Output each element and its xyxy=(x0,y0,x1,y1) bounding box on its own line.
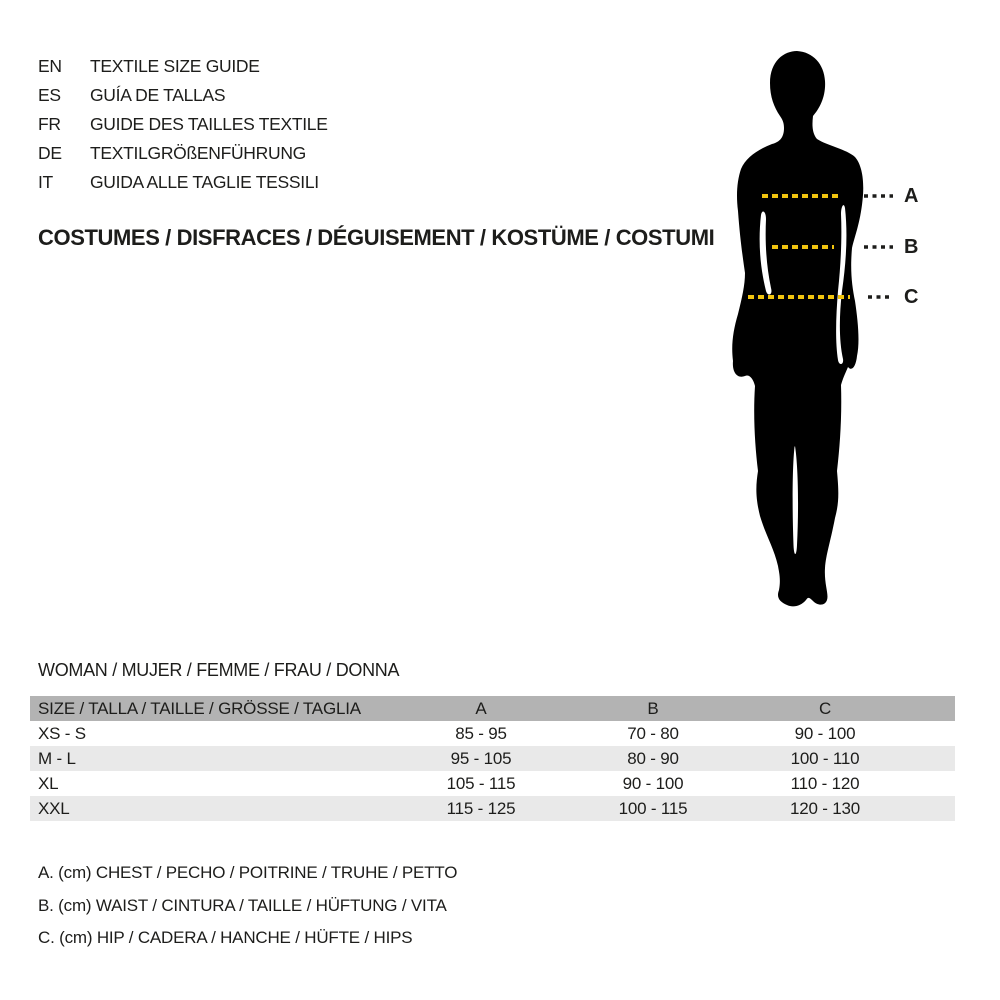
row-spacer-cell xyxy=(911,771,955,796)
hip-range-cell: 90 - 100 xyxy=(794,723,856,743)
language-title: GUIDE DES TAILLES TEXTILE xyxy=(90,114,328,134)
measure-label-hip: C xyxy=(904,286,919,308)
chest-range-cell: 115 - 125 xyxy=(395,796,567,821)
language-title: TEXTILE SIZE GUIDE xyxy=(90,56,260,76)
hip-range-cell: 110 - 120 xyxy=(790,773,860,793)
chest-range-cell: 95 - 105 xyxy=(395,746,567,771)
size-cell: XS - S xyxy=(38,723,86,743)
measure-label-chest: A xyxy=(904,185,919,207)
measurement-figure xyxy=(700,45,935,625)
language-row-en xyxy=(38,52,328,81)
language-row-fr xyxy=(38,110,328,139)
language-title-list xyxy=(38,52,328,197)
language-title: GUÍA DE TALLAS xyxy=(90,85,226,105)
language-title: TEXTILGRÖßENFÜHRUNG xyxy=(90,143,306,163)
waist-range-cell: 70 - 80 xyxy=(627,723,679,743)
size-table xyxy=(30,696,955,821)
hip-range-cell: 120 - 130 xyxy=(739,796,911,821)
chest-range-cell: 105 - 115 xyxy=(446,773,516,793)
note-chest: A. (cm) CHEST / PECHO / POITRINE / TRUHE / PETTO xyxy=(38,863,458,882)
table-row-xs-s xyxy=(30,721,955,746)
column-header-a: A xyxy=(395,696,567,721)
language-code: DE xyxy=(38,143,62,163)
language-code: EN xyxy=(38,56,62,76)
row-spacer-cell xyxy=(911,721,955,746)
size-table-header-label: SIZE / TALLA / TAILLE / GRÖSSE / TAGLIA xyxy=(30,696,395,721)
column-header-c: C xyxy=(739,696,911,721)
chest-range-cell: 85 - 95 xyxy=(455,723,507,743)
size-cell: XXL xyxy=(30,796,395,821)
waist-range-cell: 100 - 115 xyxy=(567,796,739,821)
table-row-xxl xyxy=(30,796,955,821)
header-spacer-cell xyxy=(911,696,955,721)
measure-label-waist: B xyxy=(904,236,919,258)
row-spacer-cell xyxy=(911,746,955,771)
language-row-es xyxy=(38,81,328,110)
column-header-b: B xyxy=(567,696,739,721)
note-hip: C. (cm) HIP / CADERA / HANCHE / HÜFTE / HIPS xyxy=(38,928,413,947)
language-row-it xyxy=(38,168,328,197)
language-row-de xyxy=(38,139,328,168)
hip-range-cell: 100 - 110 xyxy=(739,746,911,771)
size-cell: M - L xyxy=(30,746,395,771)
table-row-xl xyxy=(30,771,955,796)
category-title: COSTUMES / DISFRACES / DÉGUISEMENT / KOSTÜME / COSTUMI xyxy=(38,225,715,250)
size-cell: XL xyxy=(38,773,59,793)
waist-range-cell: 90 - 100 xyxy=(622,773,684,793)
waist-range-cell: 80 - 90 xyxy=(567,746,739,771)
language-code: ES xyxy=(38,85,61,105)
language-code: FR xyxy=(38,114,61,134)
note-waist: B. (cm) WAIST / CINTURA / TAILLE / HÜFTUNG / VITA xyxy=(38,895,447,915)
size-table-header-row xyxy=(30,696,955,721)
woman-silhouette xyxy=(700,45,920,625)
table-row-m-l xyxy=(30,746,955,771)
row-spacer-cell xyxy=(911,796,955,821)
measurement-notes xyxy=(38,857,457,955)
gender-section-title: WOMAN / MUJER / FEMME / FRAU / DONNA xyxy=(38,660,400,680)
language-code: IT xyxy=(38,172,53,192)
language-title: GUIDA ALLE TAGLIE TESSILI xyxy=(90,172,319,192)
